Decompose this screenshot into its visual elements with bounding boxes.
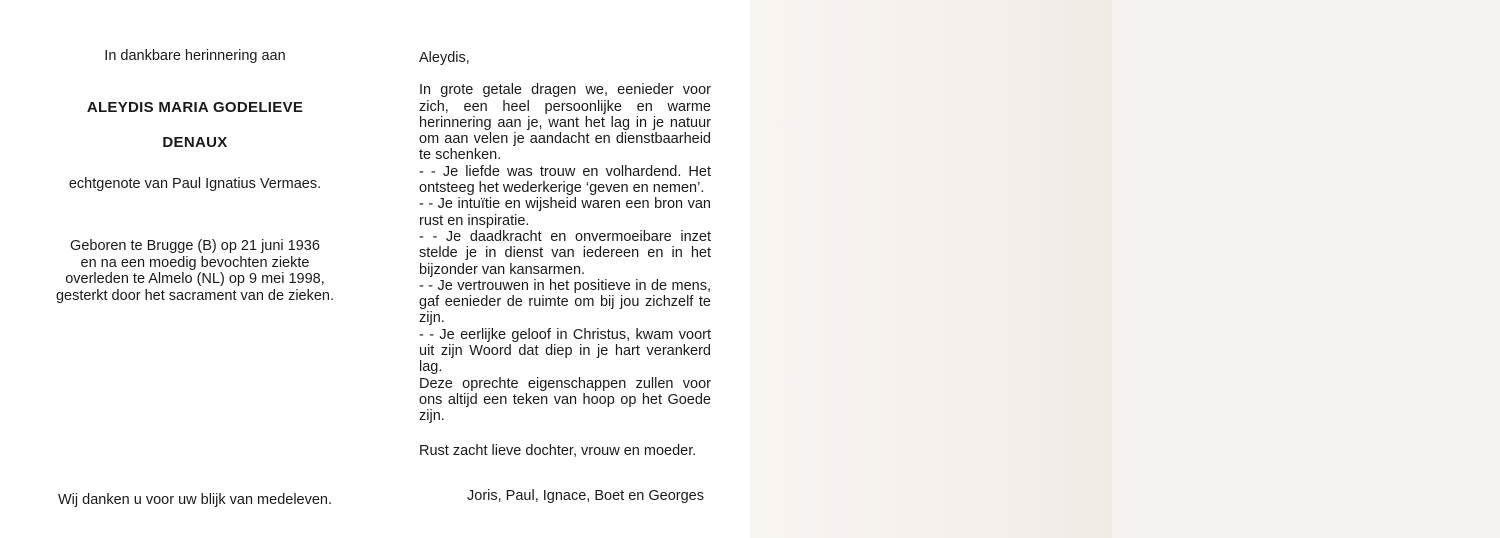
tribute-paragraph: - - Je intuïtie en wijsheid waren een bron van rust en inspiratie. bbox=[419, 196, 711, 229]
tribute-paragraph: - - Je daadkracht en onvermoeibare inzet stelde je in dienst van iedereen en in het bijzonder van kansarmen. bbox=[419, 228, 711, 278]
thanks-line: Wij danken u voor uw blijk van medeleven. bbox=[57, 492, 333, 508]
spouse-line: echtgenote van Paul Ignatius Vermaes. bbox=[68, 176, 322, 192]
life-line: gesterkt door het sacrament van de zieken. bbox=[55, 287, 335, 304]
tribute-paragraphs bbox=[419, 82, 711, 424]
life-dates bbox=[40, 238, 350, 304]
closing-line: Rust zacht lieve dochter, vrouw en moeder. bbox=[419, 442, 697, 459]
life-line: Geboren te Brugge (B) op 21 juni 1936 bbox=[70, 238, 320, 254]
tribute-paragraph: - - Je eerlijke geloof in Christus, kwam voort uit zijn Woord dat diep in je hart verankerd lag. bbox=[419, 326, 711, 376]
salutation: Aleydis, bbox=[419, 50, 470, 66]
memorial-details bbox=[40, 48, 350, 304]
tribute-paragraph: In grote getale dragen we, eenieder voor zich, een heel persoonlijke en warme herinnering aan je, want het lag in je natuur om aan velen je aandacht en dienstbaarheid te schenken. bbox=[419, 82, 711, 164]
tribute-paragraph: - - Je vertrouwen in het positieve in de mens, gaf eenieder de ruimte om bij jou zichzelf te zijn. bbox=[419, 277, 711, 327]
intro-text: In dankbare herinnering aan bbox=[104, 48, 286, 64]
life-line: en na een moedig bevochten ziekte bbox=[80, 254, 310, 271]
tribute-paragraph: - - Je liefde was trouw en volhardend. Het ontsteeg het wederkerige ‘geven en nemen’. bbox=[419, 163, 711, 197]
signature: Joris, Paul, Ignace, Boet en Georges bbox=[467, 488, 704, 504]
life-line: overleden te Almelo (NL) op 9 mei 1998, bbox=[65, 271, 325, 287]
tribute-text bbox=[419, 50, 711, 459]
deceased-name-line2: DENAUX bbox=[162, 134, 228, 151]
right-page bbox=[750, 0, 1500, 538]
deceased-name-line1: ALEYDIS MARIA GODELIEVE bbox=[86, 99, 304, 116]
tribute-paragraph: Deze oprechte eigenschappen zullen voor ons altijd een teken van hoop op het Goede zijn. bbox=[419, 375, 711, 425]
